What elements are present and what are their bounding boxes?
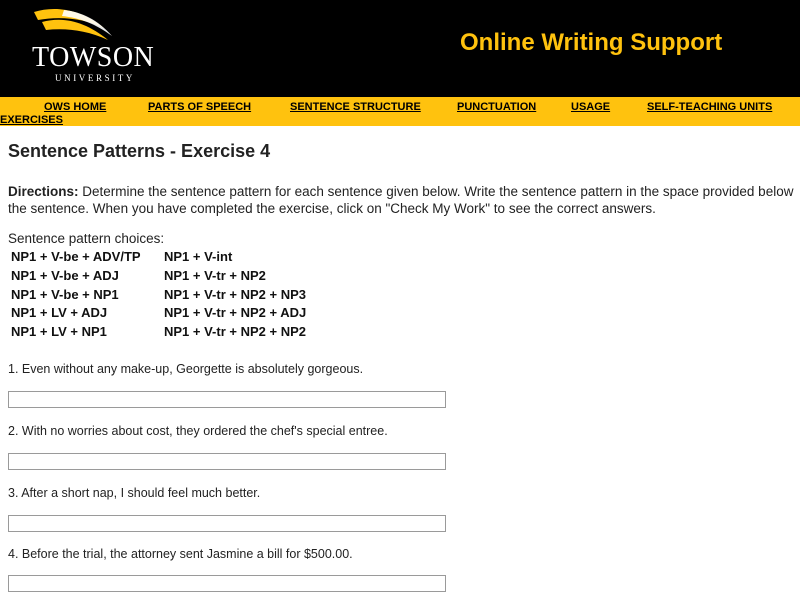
choice-item: NP1 + V-tr + NP2 [164,268,266,283]
directions-text: Determine the sentence pattern for each sentence given below. Write the sentence pattern in the space provided below the sentence. When you have completed the exercise, click on "Check My Work" to see the correct answers. [8,184,794,216]
site-title: Online Writing Support [460,29,723,56]
choices-label: Sentence pattern choices: [8,231,165,246]
answer-field-2[interactable] [8,453,446,470]
directions [8,183,800,217]
towson-logo[interactable] [24,6,154,82]
nav-ows-home[interactable]: OWS HOME [44,101,107,113]
nav-self-teaching-units[interactable]: SELF-TEACHING UNITS [647,101,773,113]
site-header [0,0,800,97]
directions-label: Directions: [8,184,79,199]
answer-field-1[interactable] [8,391,446,408]
nav-parts-of-speech[interactable]: PARTS OF SPEECH [148,101,252,113]
answer-field-3[interactable] [8,515,446,532]
choice-item: NP1 + V-tr + NP2 + NP3 [164,287,306,302]
choice-item: NP1 + V-tr + NP2 + NP2 [164,324,306,339]
choice-item: NP1 + V-int [164,249,233,264]
logo-subtext: UNIVERSITY [55,73,135,83]
page-title: Sentence Patterns - Exercise 4 [8,141,271,161]
question-2: 2. With no worries about cost, they ordered the chef's special entree. [8,424,388,438]
nav-punctuation[interactable]: PUNCTUATION [457,101,537,113]
nav-sentence-structure[interactable]: SENTENCE STRUCTURE [290,101,421,113]
choice-item: NP1 + V-be + NP1 [11,287,119,302]
choice-item: NP1 + V-be + ADV/TP [11,249,141,264]
nav-usage[interactable]: USAGE [571,101,611,113]
towson-logo-icon [24,6,134,46]
question-4: 4. Before the trial, the attorney sent Jasmine a bill for $500.00. [8,547,353,561]
main-nav [0,97,800,126]
choice-item: NP1 + V-be + ADJ [11,268,119,283]
answer-field-4[interactable] [8,575,446,592]
question-1: 1. Even without any make-up, Georgette is absolutely gorgeous. [8,362,364,376]
choice-item: NP1 + LV + ADJ [11,305,108,320]
nav-exercises[interactable]: EXERCISES [0,114,63,126]
question-3: 3. After a short nap, I should feel much better. [8,486,261,500]
choice-item: NP1 + LV + NP1 [11,324,107,339]
choice-item: NP1 + V-tr + NP2 + ADJ [164,305,307,320]
logo-wordmark: TOWSON [32,42,155,73]
